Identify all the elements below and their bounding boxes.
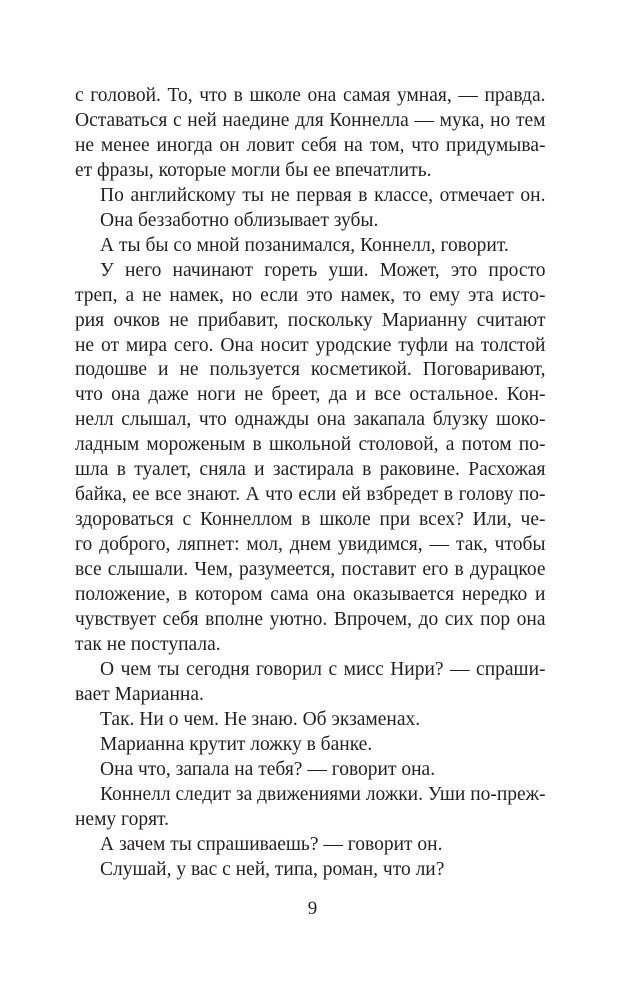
text-line-content: нему горят. [75,808,169,830]
text-line-content: По английскому ты не первая в классе, отмечает он. [100,184,546,206]
text-line [75,708,546,733]
text-line [75,833,546,858]
text-line [75,808,546,833]
text-line-content: не менее иногда он ловит себя на том, что придумыва- [75,134,546,156]
text-line-content: Марианна крутит ложку в банке. [100,733,373,755]
text-line [75,733,546,758]
text-line [75,84,546,109]
text-line [75,358,546,383]
text-line-content: го доброго, ляпнет: мол, днем увидимся, — так, чтобы [75,534,546,556]
text-line-content: Так. Ни о чем. Не знаю. Об экзаменах. [100,708,421,730]
text-line-content: Она что, запала на тебя? — говорит она. [100,758,436,780]
text-line-content: ет фразы, которые могли бы ее впечатлить. [75,159,432,181]
text-line-content: ладным мороженым в школьной столовой, а потом по- [75,434,546,456]
text-line-content: Она беззаботно облизывает зубы. [100,209,379,231]
text-line [75,284,546,309]
text-line [75,309,546,334]
text-line [75,533,546,558]
text-line-content: О чем ты сегодня говорил с мисс Нири? — спраши- [100,658,546,680]
text-line-content: вает Марианна. [75,683,204,705]
text-line-content: положение, в котором сама она оказывается нередко и [75,584,546,606]
text-line [75,758,546,783]
text-line [75,583,546,608]
text-line-content: не от мира сего. Она носит уродские туфли на толстой [75,334,546,356]
text-line-content: нелл слышал, что однажды она закапала блузку шоко- [75,409,546,431]
text-line [75,783,546,808]
text-line-content: здороваться с Коннеллом в школе при всех? Или, че- [75,509,546,531]
text-line-content: все слышали. Чем, разумеется, поставит его в дурацкое [75,559,546,581]
text-line [75,209,546,234]
text-line [75,334,546,359]
text-line [75,658,546,683]
text-line-content: Коннелл следит за движениями ложки. Уши по-преж- [100,783,546,805]
book-page-body [75,84,546,883]
text-line-content: Слушай, у вас с ней, типа, роман, что ли? [100,858,445,880]
text-line [75,683,546,708]
text-line [75,558,546,583]
text-line-content: что она даже ноги не бреет, да и все остальное. Кон- [75,384,546,406]
text-line-content: так не поступала. [75,633,221,655]
text-line-content: Оставаться с ней наедине для Коннелла — мука, но тем [75,109,546,131]
text-line [75,608,546,633]
text-line-content: У него начинают гореть уши. Может, это просто [100,259,546,281]
page-number: 9 [307,898,318,919]
text-line-content: с головой. То, что в школе она самая умная, — правда. [75,85,546,106]
text-line [75,633,546,658]
text-line [75,259,546,284]
text-line-content: А зачем ты спрашиваешь? — говорит он. [100,833,443,855]
text-line [75,458,546,483]
text-line-content: А ты бы со мной позанимался, Коннелл, говорит. [100,234,509,256]
text-line-content: подошве и не пользуется косметикой. Поговаривают, [75,359,546,381]
text-line-content: байка, ее все знают. А что если ей взбредет в голову по- [75,484,546,506]
text-line [75,159,546,184]
text-line [75,858,546,883]
text-line [75,433,546,458]
text-line [75,483,546,508]
text-line-content: шла в туалет, сняла и застирала в раковине. Расхожая [75,459,546,481]
text-line [75,184,546,209]
text-line [75,408,546,433]
text-line [75,109,546,134]
text-line [75,234,546,259]
text-line-content: треп, а не намек, но если это намек, то ему эта исто- [75,284,546,306]
text-line [75,508,546,533]
text-line-content: чувствует себя вполне уютно. Впрочем, до сих пор она [75,609,546,631]
text-line [75,134,546,159]
text-line-content: рия очков не прибавит, поскольку Марианну считают [75,309,546,331]
text-line [75,383,546,408]
